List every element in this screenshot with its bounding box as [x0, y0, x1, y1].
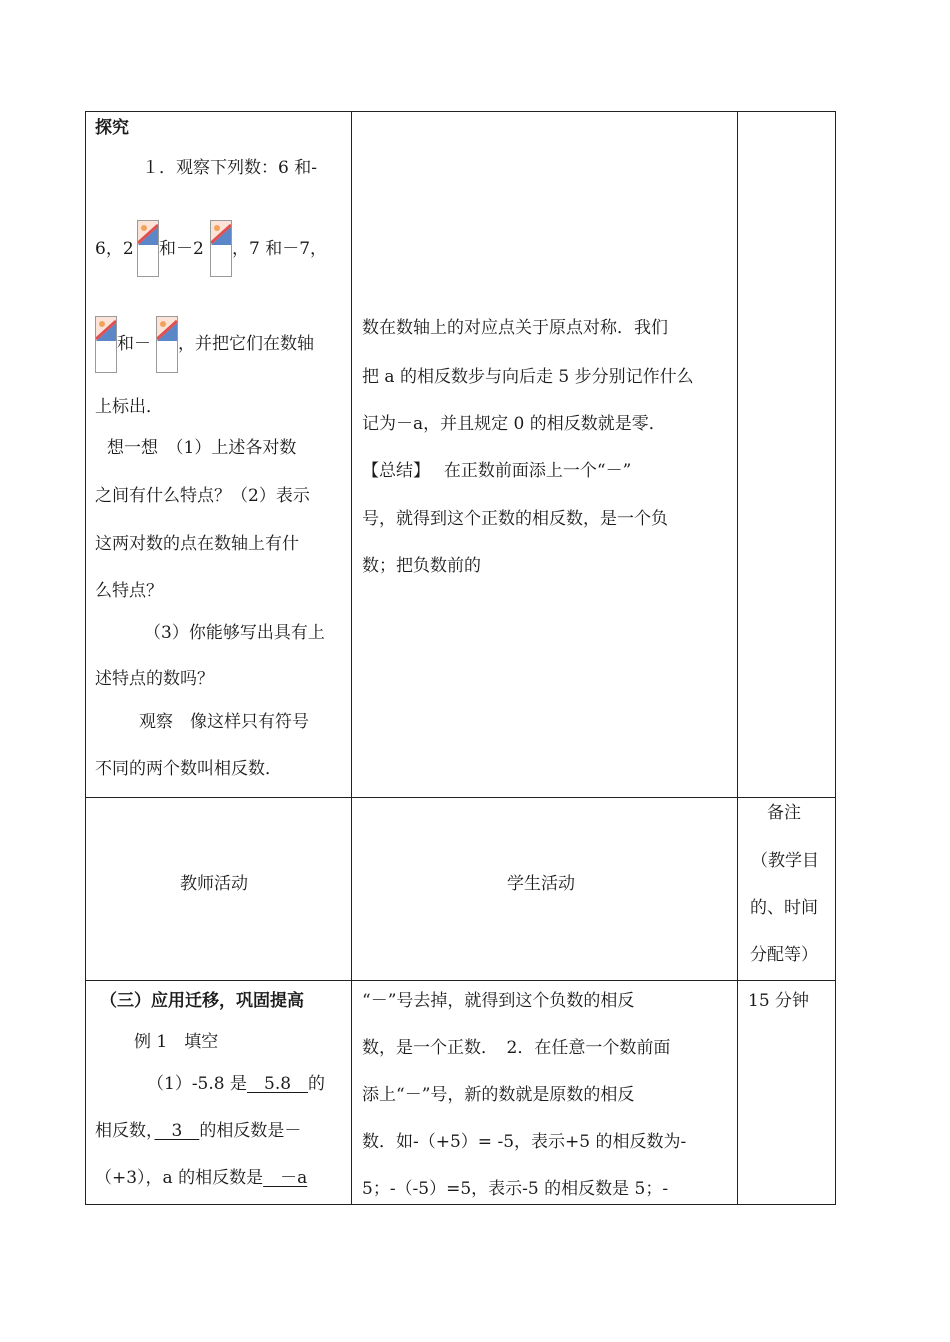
text-line: 这两对数的点在数轴上有什: [95, 534, 299, 554]
text-line: 【总结】 在正数前面添上一个“－”: [362, 461, 632, 481]
text-line: ，7 和－7，: [232, 239, 328, 259]
row-divider-1: [85, 797, 836, 798]
header-notes-line: 备注: [767, 803, 801, 823]
fraction-image-placeholder: [156, 316, 178, 373]
text-line: 和－2: [159, 239, 204, 259]
text-line: 数；把负数前的: [362, 556, 481, 576]
text-line: 6，2: [95, 239, 134, 259]
text-segment: （1）-5.8 是: [147, 1074, 247, 1094]
text-line: 想一想 （1）上述各对数: [107, 438, 297, 458]
text-line: 数，是一个正数． 2．在任意一个数前面: [362, 1038, 671, 1058]
fill-blank-line: [95, 1167, 307, 1189]
section-title-application: （三）应用迁移，巩固提高: [100, 991, 304, 1011]
answer-blank: 5.8: [247, 1074, 309, 1094]
text-segment: 相反数，: [95, 1121, 155, 1141]
text-line: （3）你能够写出具有上: [144, 623, 325, 643]
fraction-image-placeholder: [210, 220, 232, 277]
section-title-explore: 探究: [95, 118, 129, 138]
text-line: 添上“－”号，新的数就是原数的相反: [362, 1085, 635, 1105]
time-allocation: 15 分钟: [748, 991, 810, 1011]
text-segment: （+3），a 的相反数是: [95, 1168, 264, 1188]
fill-blank-line: [147, 1073, 325, 1095]
text-line: 把 a 的相反数步与向后走 5 步分别记作什么: [362, 367, 694, 387]
column-divider-2: [737, 111, 738, 1205]
text-line: 5；-（-5）=5，表示-5 的相反数是 5；-: [362, 1179, 669, 1199]
header-student-activity: 学生活动: [507, 874, 575, 894]
text-line: 之间有什么特点？（2）表示: [95, 486, 310, 506]
answer-blank: 3: [154, 1121, 200, 1141]
fill-blank-line: [95, 1120, 301, 1142]
text-line: 么特点？: [95, 581, 163, 601]
answer-blank: －a: [263, 1168, 308, 1188]
fraction-image-placeholder: [137, 220, 159, 277]
row-divider-2: [85, 980, 836, 981]
table-top-border: [85, 111, 836, 112]
text-line: 不同的两个数叫相反数．: [95, 759, 282, 779]
header-notes-line: 的、时间: [750, 898, 818, 918]
example-label: 例 1 填空: [134, 1032, 219, 1052]
header-notes-line: （教学目: [751, 851, 819, 871]
text-line: 述特点的数吗？: [95, 669, 214, 689]
text-line: 观察 像这样只有符号: [139, 712, 309, 732]
text-segment: 的: [308, 1074, 326, 1094]
text-line: 上标出．: [95, 397, 163, 417]
text-line: 和－: [117, 334, 151, 354]
text-line: ，并把它们在数轴: [178, 334, 314, 354]
column-divider-1: [351, 111, 352, 1205]
text-line: 数．如-（+5）= -5，表示+5 的相反数为-: [362, 1132, 687, 1152]
text-segment: 的相反数是－: [199, 1121, 302, 1141]
text-line: １．观察下列数：6 和-: [142, 158, 317, 178]
text-line: “－”号去掉，就得到这个负数的相反: [362, 991, 635, 1011]
table-right-border: [835, 111, 836, 1205]
header-teacher-activity: 教师活动: [180, 874, 248, 894]
table-left-border: [85, 111, 86, 1205]
text-line: 数在数轴上的对应点关于原点对称．我们: [362, 318, 668, 338]
table-bottom-border: [85, 1204, 836, 1205]
header-notes-line: 分配等）: [750, 945, 818, 965]
text-line: 号，就得到这个正数的相反数，是一个负: [362, 509, 668, 529]
fraction-image-placeholder: [95, 316, 117, 373]
text-line: 记为－a，并且规定 0 的相反数就是零．: [362, 414, 666, 434]
